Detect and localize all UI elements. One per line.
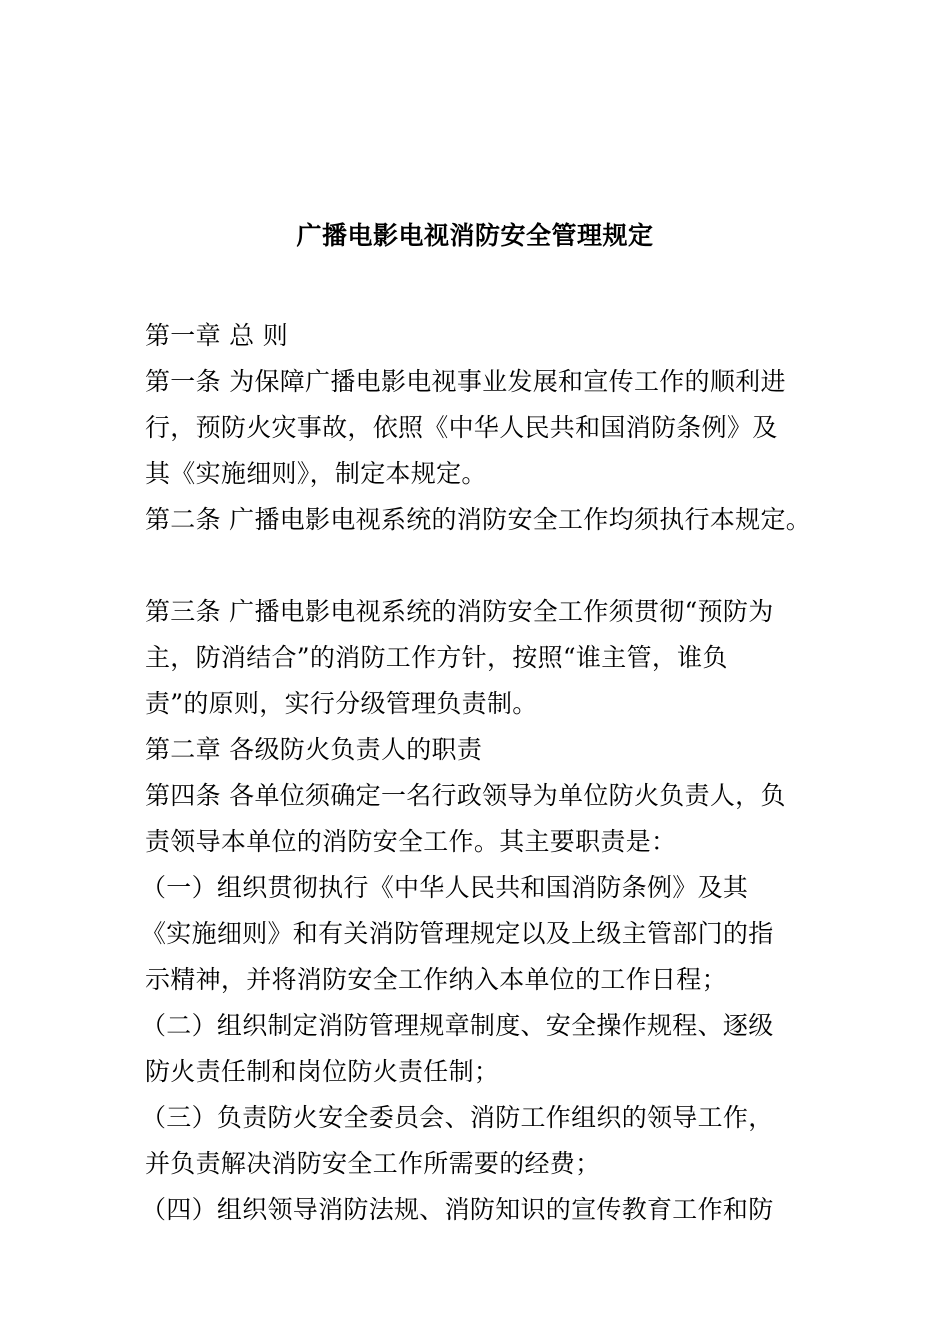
paragraph-line: 第一条 为保障广播电影电视事业发展和宣传工作的顺利进 [145,367,786,396]
paragraph-line: 其《实施细则》，制定本规定。 [145,459,487,488]
paragraph-line: 责领导本单位的消防安全工作。其主要职责是： [145,827,677,856]
list-item-line: （四）组织领导消防法规、消防知识的宣传教育工作和防 [141,1195,774,1224]
list-item-line: （一）组织贯彻执行《中华人民共和国消防条例》及其 [141,873,749,902]
paragraph-line: 第三条 广播电影电视系统的消防安全工作须贯彻“预防为 [145,597,774,626]
list-item-line: （二）组织制定消防管理规章制度、安全操作规程、逐级 [141,1011,774,1040]
blank-line [145,543,845,589]
chapter-heading: 第一章 总 则 [145,321,288,350]
document-title: 广播电影电视消防安全管理规定 [296,221,654,250]
paragraph-line: 第二条 广播电影电视系统的消防安全工作均须执行本规定。 [145,505,812,534]
paragraph-line: 并负责解决消防安全工作所需要的经费； [145,1149,601,1178]
chapter-heading: 第二章 各级防火负责人的职责 [145,735,483,764]
paragraph-line: 责”的原则，实行分级管理负责制。 [145,689,538,718]
paragraph-line: 行，预防火灾事故，依照《中华人民共和国消防条例》及 [145,413,778,442]
paragraph-line: 主，防消结合”的消防工作方针，按照“谁主管，谁负 [145,643,728,672]
list-item-line: （三）负责防火安全委员会、消防工作组织的领导工作， [141,1103,774,1132]
paragraph-line: 示精神，并将消防安全工作纳入本单位的工作日程； [145,965,727,994]
paragraph-line: 防火责任制和岗位防火责任制； [145,1057,500,1086]
paragraph-line: 《实施细则》和有关消防管理规定以及上级主管部门的指 [141,919,774,948]
paragraph-line: 第四条 各单位须确定一名行政领导为单位防火负责人，负 [145,781,786,810]
document-body [141,313,845,1233]
